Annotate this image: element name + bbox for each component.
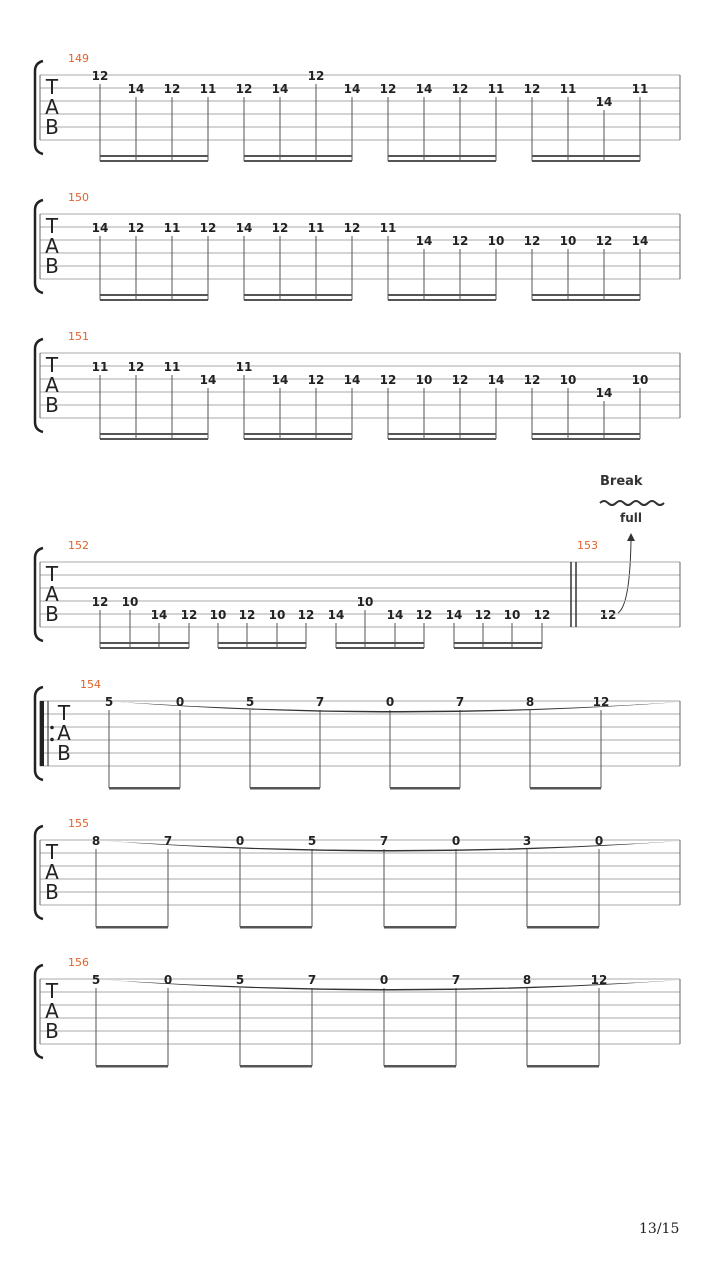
tab-note: 14 bbox=[150, 608, 168, 622]
tab-note: 12 bbox=[307, 373, 325, 387]
tab-note: 12 bbox=[474, 608, 492, 622]
beam bbox=[336, 642, 424, 644]
beam bbox=[100, 647, 189, 649]
tab-note: 14 bbox=[595, 386, 613, 400]
break-wave bbox=[600, 501, 664, 505]
measure-number: 151 bbox=[68, 330, 89, 343]
beam bbox=[244, 433, 352, 435]
tab-note: 7 bbox=[163, 834, 173, 848]
tab-note: 12 bbox=[307, 69, 325, 83]
tab-note: 12 bbox=[595, 234, 613, 248]
tab-note: 12 bbox=[297, 608, 315, 622]
tab-note: 11 bbox=[91, 360, 109, 374]
tab-note: 12 bbox=[379, 373, 397, 387]
tab-note: 12 bbox=[91, 595, 109, 609]
tab-note: 14 bbox=[415, 234, 433, 248]
tab-note: 14 bbox=[343, 82, 361, 96]
tab-clef-a: A bbox=[45, 373, 59, 397]
tab-note: 0 bbox=[385, 695, 395, 709]
repeat-thick-bar bbox=[40, 701, 44, 766]
tab-note: 12 bbox=[533, 608, 551, 622]
beam bbox=[96, 1065, 168, 1068]
tab-note: 12 bbox=[127, 360, 145, 374]
beam bbox=[532, 299, 640, 301]
tab-note: 10 bbox=[559, 373, 577, 387]
beam bbox=[244, 438, 352, 440]
tab-note: 5 bbox=[245, 695, 255, 709]
tab-note: 14 bbox=[127, 82, 145, 96]
beam bbox=[532, 433, 640, 435]
beam bbox=[388, 155, 496, 157]
tab-note: 11 bbox=[307, 221, 325, 235]
tab-clef-t: T bbox=[45, 840, 59, 864]
beam bbox=[244, 155, 352, 157]
tab-note: 12 bbox=[451, 373, 469, 387]
tab-note: 10 bbox=[268, 608, 286, 622]
bend-curve bbox=[618, 540, 631, 613]
tab-system-155 bbox=[35, 817, 680, 929]
tab-note: 14 bbox=[91, 221, 109, 235]
beam bbox=[244, 160, 352, 162]
tab-note: 11 bbox=[559, 82, 577, 96]
tab-note: 11 bbox=[199, 82, 217, 96]
tab-note: 10 bbox=[487, 234, 505, 248]
beam bbox=[388, 433, 496, 435]
tab-note: 0 bbox=[379, 973, 389, 987]
beam bbox=[390, 787, 460, 790]
beam bbox=[100, 299, 208, 301]
tab-system-151 bbox=[35, 330, 680, 440]
tab-note: 12 bbox=[127, 221, 145, 235]
tab-clef-t: T bbox=[45, 353, 59, 377]
beam bbox=[250, 787, 320, 790]
beam bbox=[527, 1065, 599, 1068]
tab-note: 10 bbox=[503, 608, 521, 622]
measure-number: 153 bbox=[577, 539, 598, 552]
tab-clef-a: A bbox=[45, 582, 59, 606]
tab-note: 12 bbox=[199, 221, 217, 235]
beam bbox=[240, 1065, 312, 1068]
beam bbox=[532, 294, 640, 296]
tab-note: 10 bbox=[121, 595, 139, 609]
beam bbox=[527, 926, 599, 929]
page-number: 13/15 bbox=[639, 1221, 680, 1237]
tab-note: 3 bbox=[522, 834, 532, 848]
beam bbox=[384, 1065, 456, 1068]
tab-note: 12 bbox=[590, 973, 608, 987]
tab-note: 12 bbox=[238, 608, 256, 622]
tab-note: 14 bbox=[235, 221, 253, 235]
repeat-dot bbox=[50, 738, 54, 742]
tab-note: 14 bbox=[487, 373, 505, 387]
tab-note: 12 bbox=[523, 373, 541, 387]
tab-note: 0 bbox=[451, 834, 461, 848]
tab-note: 8 bbox=[522, 973, 532, 987]
tab-note: 7 bbox=[307, 973, 317, 987]
tab-note: 0 bbox=[594, 834, 604, 848]
tab-note: 10 bbox=[209, 608, 227, 622]
tab-note: 8 bbox=[91, 834, 101, 848]
measure-number: 150 bbox=[68, 191, 89, 204]
beam bbox=[388, 294, 496, 296]
tab-clef-b: B bbox=[57, 741, 71, 765]
tab-note: 14 bbox=[445, 608, 463, 622]
measure-number: 149 bbox=[68, 52, 89, 65]
beam bbox=[100, 433, 208, 435]
tab-note: 0 bbox=[175, 695, 185, 709]
tab-note: 12 bbox=[523, 82, 541, 96]
tab-clef-a: A bbox=[45, 234, 59, 258]
tab-note: 14 bbox=[199, 373, 217, 387]
tab-note: 11 bbox=[631, 82, 649, 96]
tab-clef-a: A bbox=[45, 999, 59, 1023]
beam bbox=[530, 787, 601, 790]
tab-clef-b: B bbox=[45, 880, 59, 904]
tab-note: 5 bbox=[91, 973, 101, 987]
tab-note: 8 bbox=[525, 695, 535, 709]
tab-note: 0 bbox=[163, 973, 173, 987]
tab-note: 0 bbox=[235, 834, 245, 848]
beam bbox=[454, 642, 542, 644]
tab-note: 11 bbox=[487, 82, 505, 96]
measure-number: 155 bbox=[68, 817, 89, 830]
tab-note: 12 bbox=[91, 69, 109, 83]
tab-note: 12 bbox=[271, 221, 289, 235]
tab-note: 12 bbox=[379, 82, 397, 96]
tab-clef-a: A bbox=[45, 95, 59, 119]
tab-clef-t: T bbox=[45, 562, 59, 586]
tab-note: 11 bbox=[235, 360, 253, 374]
beam bbox=[532, 438, 640, 440]
beam bbox=[218, 647, 306, 649]
tab-clef-t: T bbox=[45, 214, 59, 238]
tab-system-150 bbox=[35, 191, 680, 301]
tab-clef-b: B bbox=[45, 115, 59, 139]
beam bbox=[100, 642, 189, 644]
tab-note: 7 bbox=[455, 695, 465, 709]
tab-system-149 bbox=[35, 52, 680, 162]
tab-clef-b: B bbox=[45, 1019, 59, 1043]
beam bbox=[244, 299, 352, 301]
beam bbox=[240, 926, 312, 929]
beam bbox=[388, 160, 496, 162]
tab-note: 11 bbox=[163, 221, 181, 235]
tab-note: 14 bbox=[595, 95, 613, 109]
repeat-dot bbox=[50, 726, 54, 730]
beam bbox=[100, 155, 208, 157]
beam bbox=[384, 926, 456, 929]
beam bbox=[100, 160, 208, 162]
beam bbox=[532, 160, 640, 162]
tab-note: 12 bbox=[343, 221, 361, 235]
tab-note: 5 bbox=[104, 695, 114, 709]
tab-note: 12 bbox=[523, 234, 541, 248]
tab-note: 10 bbox=[559, 234, 577, 248]
tab-note: 7 bbox=[451, 973, 461, 987]
tab-note: 12 bbox=[415, 608, 433, 622]
tab-clef-b: B bbox=[45, 393, 59, 417]
beam bbox=[244, 294, 352, 296]
tab-note: 10 bbox=[415, 373, 433, 387]
tab-note: 10 bbox=[631, 373, 649, 387]
tab-system-152 bbox=[35, 474, 680, 649]
tab-clef-b: B bbox=[45, 602, 59, 626]
tab-system-156 bbox=[35, 956, 680, 1068]
tab-note: 12 bbox=[235, 82, 253, 96]
tab-note: 14 bbox=[415, 82, 433, 96]
measure-number: 154 bbox=[80, 678, 101, 691]
tab-clef-a: A bbox=[45, 860, 59, 884]
beam bbox=[100, 438, 208, 440]
tab-note: 12 bbox=[180, 608, 198, 622]
tab-clef-t: T bbox=[57, 701, 71, 725]
beam bbox=[218, 642, 306, 644]
tab-note: 10 bbox=[356, 595, 374, 609]
tab-note: 14 bbox=[271, 373, 289, 387]
tab-note: 14 bbox=[386, 608, 404, 622]
beam bbox=[336, 647, 424, 649]
bend-label: full bbox=[620, 511, 642, 525]
beam bbox=[388, 299, 496, 301]
tab-note: 14 bbox=[343, 373, 361, 387]
beam bbox=[109, 787, 180, 790]
tab-system-154 bbox=[35, 678, 680, 790]
tab-note: 7 bbox=[315, 695, 325, 709]
beam bbox=[532, 155, 640, 157]
bend-arrow-icon bbox=[627, 533, 635, 541]
tab-note: 12 bbox=[163, 82, 181, 96]
tab-note: 12 bbox=[599, 608, 617, 622]
tab-note: 11 bbox=[379, 221, 397, 235]
tab-note: 5 bbox=[235, 973, 245, 987]
beam bbox=[100, 294, 208, 296]
beam bbox=[454, 647, 542, 649]
tab-note: 14 bbox=[271, 82, 289, 96]
tab-clef-b: B bbox=[45, 254, 59, 278]
tab-clef-t: T bbox=[45, 75, 59, 99]
tab-note: 14 bbox=[631, 234, 649, 248]
tab-note: 5 bbox=[307, 834, 317, 848]
tab-clef-a: A bbox=[57, 721, 71, 745]
tab-note: 7 bbox=[379, 834, 389, 848]
beam bbox=[96, 926, 168, 929]
measure-number: 152 bbox=[68, 539, 89, 552]
tab-note: 14 bbox=[327, 608, 345, 622]
beam bbox=[388, 438, 496, 440]
tab-note: 12 bbox=[451, 82, 469, 96]
tab-note: 12 bbox=[451, 234, 469, 248]
measure-number: 156 bbox=[68, 956, 89, 969]
tab-clef-t: T bbox=[45, 979, 59, 1003]
tab-note: 12 bbox=[592, 695, 610, 709]
tab-note: 11 bbox=[163, 360, 181, 374]
break-label: Break bbox=[600, 474, 643, 489]
